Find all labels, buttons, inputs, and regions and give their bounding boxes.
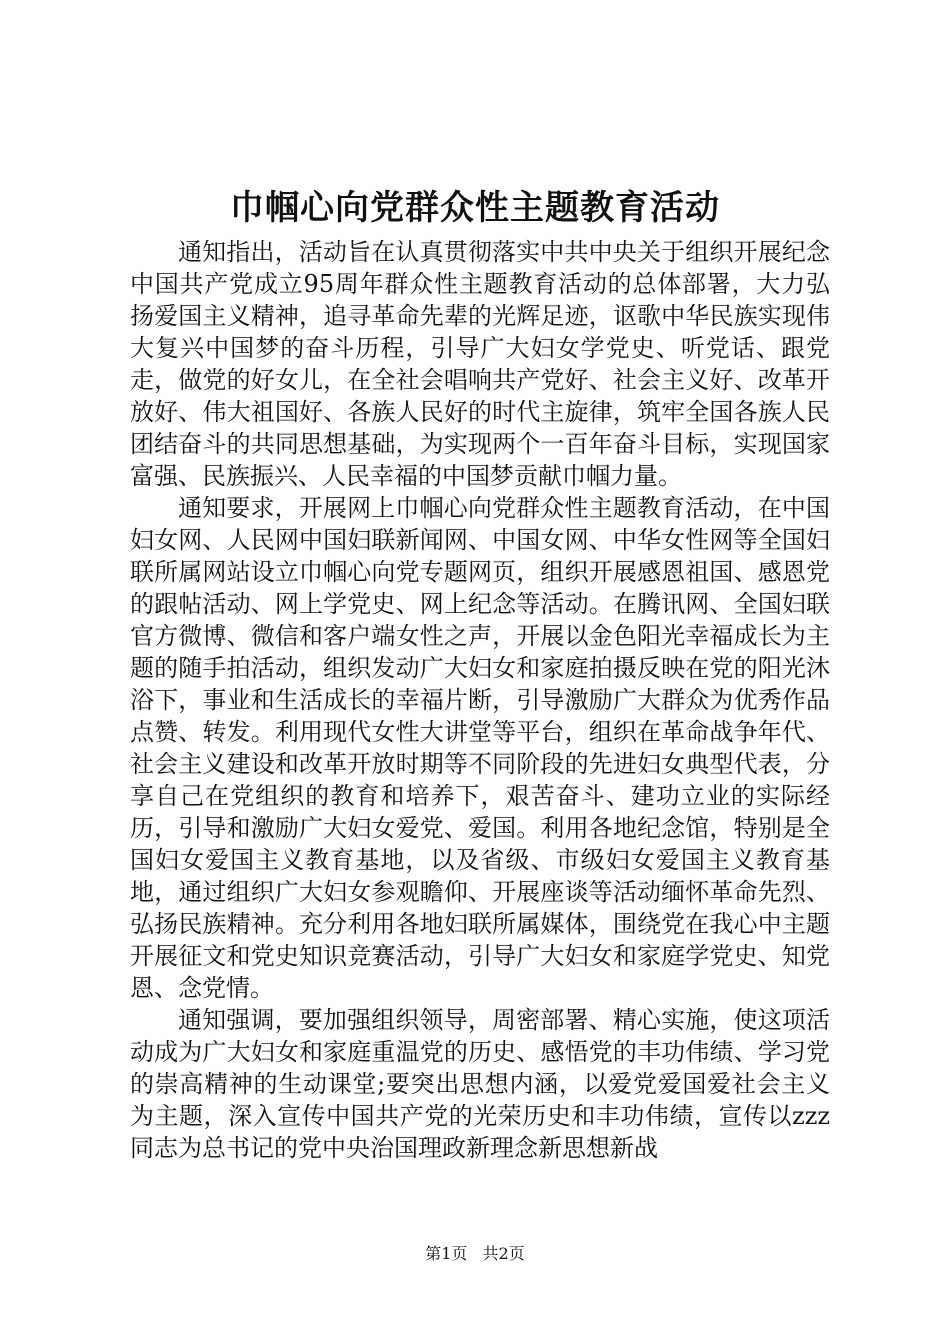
- page-number: 第1页: [425, 1244, 468, 1263]
- paragraph-1: 通知指出，活动旨在认真贯彻落实中共中央关于组织开展纪念中国共产党成立95周年群众性主题教育活动的总体部署，大力弘扬爱国主义精神，追寻革命先辈的光辉足迹，讴歌中华民族实现伟大复兴中国梦的奋斗历程，引导广大妇女学党史、听党话、跟党走，做党的好女儿，在全社会唱响共产党好、社会主义好、改革开放好、伟大祖国好、各族人民好的时代主旋律，筑牢全国各族人民团结奋斗的共同思想基础，为实现两个一百年奋斗目标，实现国家富强、民族振兴、人民幸福的中国梦贡献巾帼力量。: [130, 238, 830, 490]
- paragraph-3: 通知强调，要加强组织领导，周密部署、精心实施，使这项活动成为广大妇女和家庭重温党的历史、感悟党的丰功伟绩、学习党的崇高精神的生动课堂;要突出思想内涵，以爱党爱国爱社会主义为主题，深入宣传中国共产党的光荣历史和丰功伟绩，宣传以zzz同志为总书记的党中央治国理政新理念新思想新战: [130, 1006, 830, 1162]
- page-count: 共2页: [482, 1244, 525, 1263]
- document-title: 巾帼心向党群众性主题教育活动: [230, 188, 720, 228]
- page-footer: [0, 1243, 950, 1265]
- document-body: [130, 236, 830, 1164]
- paragraph-2: 通知要求，开展网上巾帼心向党群众性主题教育活动，在中国妇女网、人民网中国妇联新闻网、中国女网、中华女性网等全国妇联所属网站设立巾帼心向党专题网页，组织开展感恩祖国、感恩党的跟帖活动、网上学党史、网上纪念等活动。在腾讯网、全国妇联官方微博、微信和客户端女性之声，开展以金色阳光幸福成长为主题的随手拍活动，组织发动广大妇女和家庭拍摄反映在党的阳光沐浴下，事业和生活成长的幸福片断，引导激励广大群众为优秀作品点赞、转发。利用现代女性大讲堂等平台，组织在革命战争年代、社会主义建设和改革开放时期等不同阶段的先进妇女典型代表，分享自己在党组织的教育和培养下，艰苦奋斗、建功立业的实际经历，引导和激励广大妇女爱党、爱国。利用各地纪念馆，特别是全国妇女爱国主义教育基地，以及省级、市级妇女爱国主义教育基地，通过组织广大妇女参观瞻仰、开展座谈等活动缅怀革命先烈、弘扬民族精神。充分利用各地妇联所属媒体，围绕党在我心中主题开展征文和党史知识竞赛活动，引导广大妇女和家庭学党史、知党恩、念党情。: [130, 494, 830, 1002]
